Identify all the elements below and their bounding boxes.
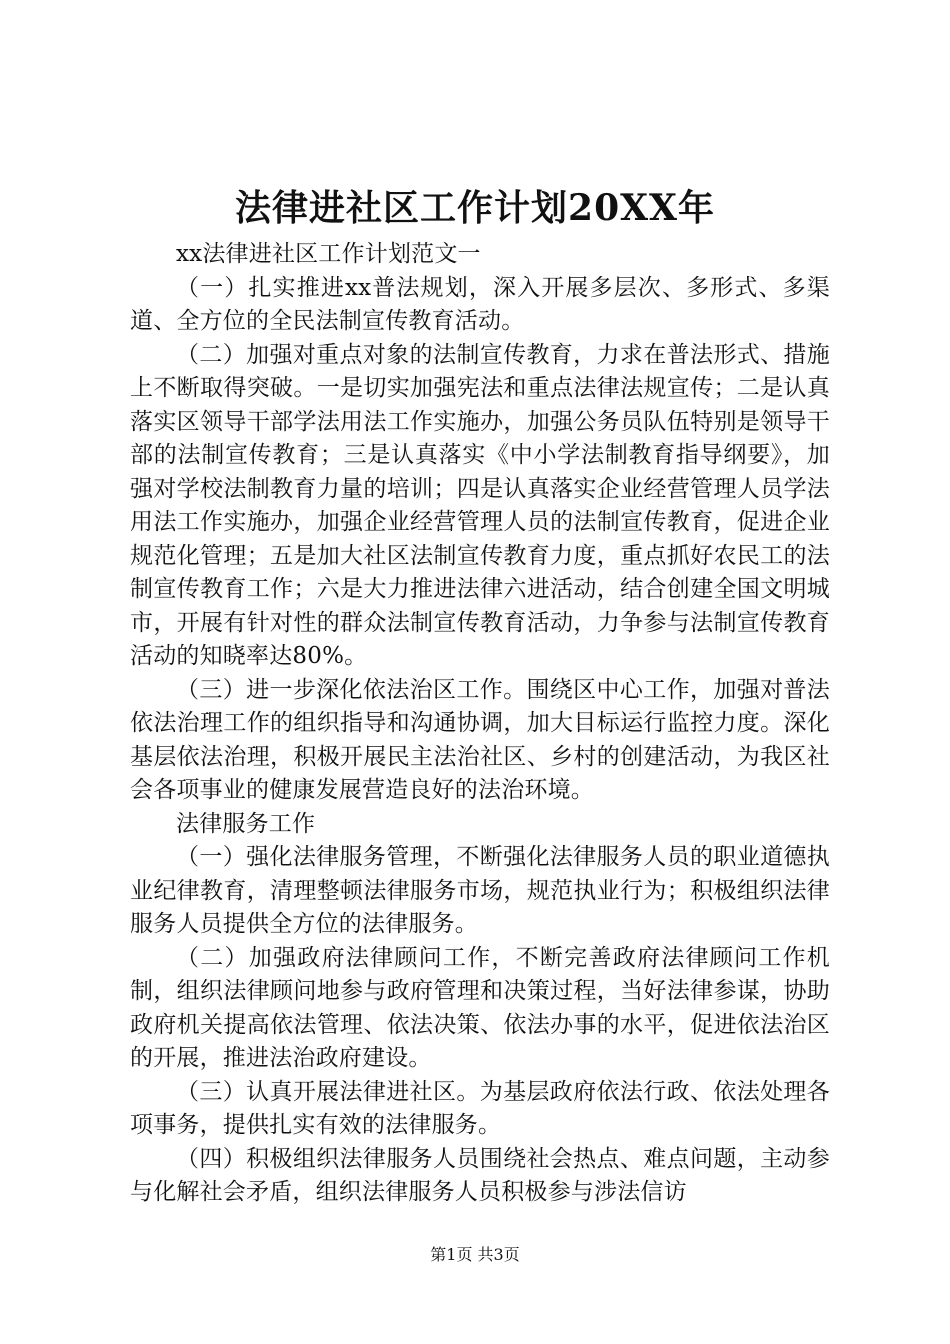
paragraph: （二）加强政府法律顾问工作，不断完善政府法律顾问工作机制，组织法律顾问地参与政府管理和决策过程，当好法律参谋，协助政府机关提高依法管理、依法决策、依法办事的水平，促进依法治区的开展，推进法治政府建设。 — [130, 944, 830, 1071]
section-heading: 法律服务工作 — [176, 810, 316, 837]
paragraph-subtitle: xx法律进社区工作计划范文一 — [176, 241, 481, 267]
paragraph: （四）积极组织法律服务人员围绕社会热点、难点问题，主动参与化解社会矛盾，组织法律服务人员积极参与涉法信访 — [130, 1145, 830, 1205]
document-body — [130, 238, 830, 1210]
page-footer: 第1页 共3页 — [430, 1245, 520, 1264]
document-title: 法律进社区工作计划20XX年 — [235, 187, 715, 229]
paragraph: （一）强化法律服务管理，不断强化法律服务人员的职业道德执业纪律教育，清理整顿法律服务市场，规范执业行为；积极组织法律服务人员提供全方位的法律服务。 — [130, 844, 830, 937]
paragraph: （三）认真开展法律进社区。为基层政府依法行政、依法处理各项事务，提供扎实有效的法律服务。 — [130, 1078, 830, 1138]
paragraph: （一）扎实推进xx普法规划，深入开展多层次、多形式、多渠道、全方位的全民法制宣传教育活动。 — [130, 274, 830, 334]
paragraph: （三）进一步深化依法治区工作。围绕区中心工作，加强对普法依法治理工作的组织指导和沟通协调，加大目标运行监控力度。深化基层依法治理，积极开展民主法治社区、乡村的创建活动，为我区社会各项事业的健康发展营造良好的法治环境。 — [130, 676, 830, 803]
paragraph: （二）加强对重点对象的法制宣传教育，力求在普法形式、措施上不断取得突破。一是切实加强宪法和重点法律法规宣传；二是认真落实区领导干部学法用法工作实施办，加强公务员队伍特别是领导干部的法制宣传教育；三是认真落实《中小学法制教育指导纲要》，加强对学校法制教育力量的培训；四是认真落实企业经营管理人员学法用法工作实施办，加强企业经营管理人员的法制宣传教育，促进企业规范化管理；五是加大社区法制宣传教育力度，重点抓好农民工的法制宣传教育工作；六是大力推进法律六进活动，结合创建全国文明城市，开展有针对性的群众法制宣传教育活动，力争参与法制宣传教育活动的知晓率达80%。 — [130, 341, 830, 669]
